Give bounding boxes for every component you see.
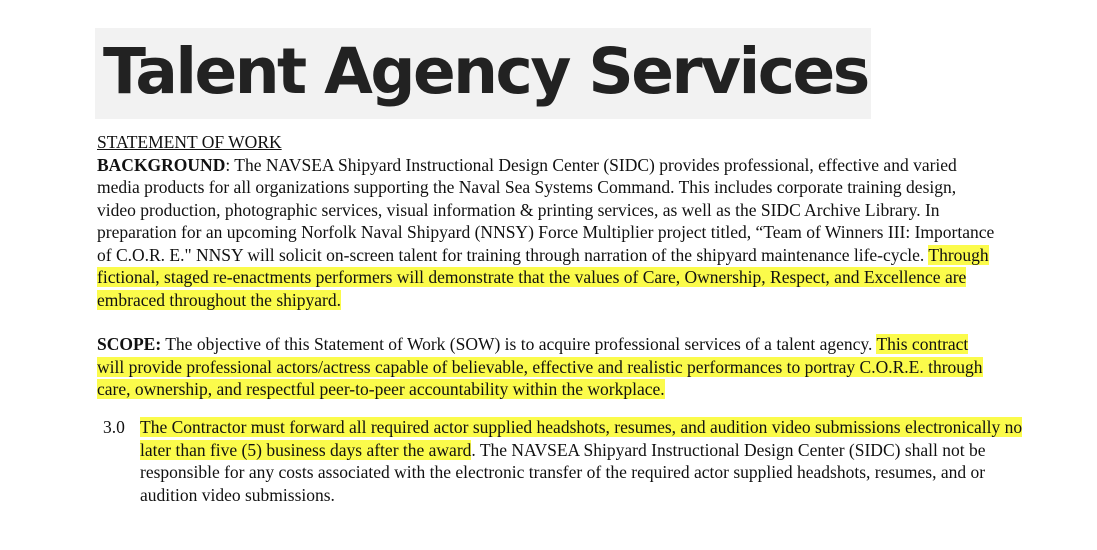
background-label: BACKGROUND [97,154,226,175]
background-highlight: Through fictional, staged re-enactments performers will demonstrate that the values of Care, Ownership, Respect, and Excellence are embraced throughout the shipyard. [97,244,989,310]
item-number: 3.0 [103,417,125,437]
requirement-item [103,416,1023,506]
item-highlight: The Contractor must forward all required actor supplied headshots, resumes, and audition video submissions electronically no later than five (5) business days after the award [140,417,1023,460]
item-text: . The NAVSEA Shipyard Instructional Design Center (SIDC) shall not be responsible for any costs associated with the electronic transfer of the required actor supplied headshots, resumes, and or audition video submissions. [140,439,986,505]
statement-of-work [97,131,997,401]
scope-label: SCOPE: [97,334,162,354]
scope-text: The objective of this Statement of Work (SOW) is to acquire professional services of a talent agency. [161,334,877,354]
scope-paragraph [97,333,997,401]
sow-heading: STATEMENT OF WORK [97,132,282,152]
scope-highlight: This contract will provide professional actors/actress capable of believable, effective and realistic performances to portray C.O.R.E. through care, ownership, and respectful peer-to-peer accountability within the workplace. [97,334,983,399]
item-body [140,416,1023,506]
background-paragraph [97,154,997,312]
page-title: Talent Agency Services [103,35,868,108]
background-text: : The NAVSEA Shipyard Instructional Design Center (SIDC) provides professional, effective and varied media products for all organizations supporting the Naval Sea Systems Command. This includes corporate training design, video production, photographic services, visual information & printing services, as well as the SIDC Archive Library. In preparation for an upcoming Norfolk Naval Shipyard (NNSY) Force Multiplier project titled, “Team of Winners III: Importance of C.O.R. E." NNSY will solicit on-screen talent for training through narration of the shipyard maintenance life-cycle. [97,154,995,265]
